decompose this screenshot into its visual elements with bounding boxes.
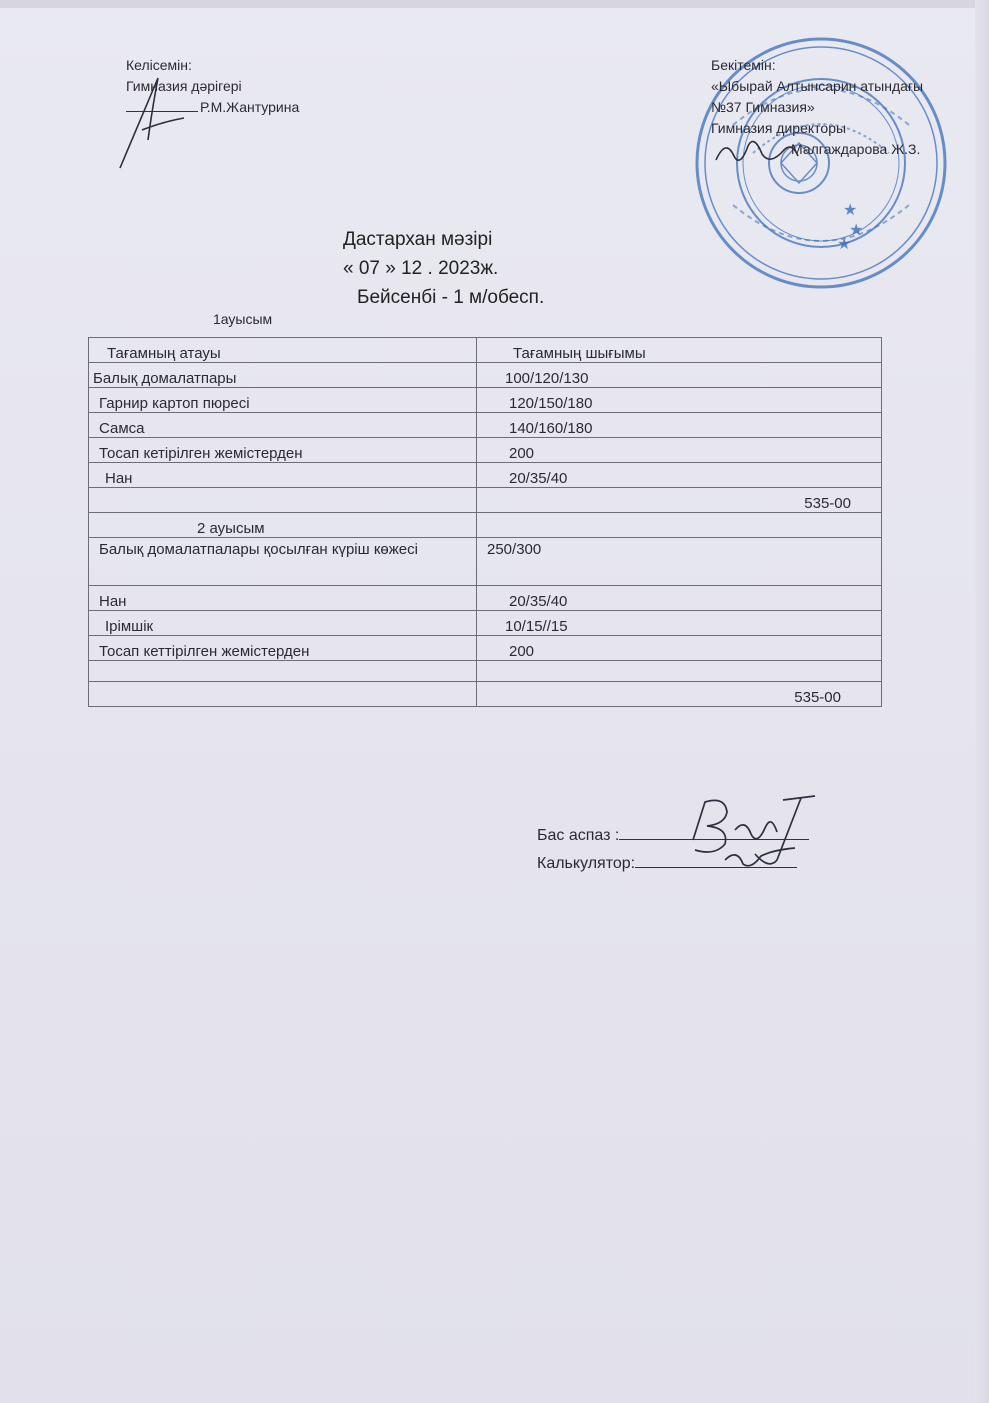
svg-text:★: ★: [849, 220, 864, 239]
table-row: [89, 636, 882, 661]
dish-name: Ірімшік: [89, 611, 477, 636]
chef-signature: [665, 790, 825, 880]
empty-cell: [477, 513, 882, 538]
dish-yield: 10/15//15: [477, 611, 882, 636]
shift2-row: [89, 513, 882, 538]
dish-yield: 20/35/40: [477, 463, 882, 488]
table-row: [89, 586, 882, 611]
header-dish-name: Тағамның атауы: [89, 338, 477, 363]
table-row: [89, 538, 882, 586]
empty-cell: [477, 661, 882, 682]
approval-right-heading: Бекітемін:: [711, 57, 776, 73]
dish-name: Гарнир картоп пюресі: [89, 388, 477, 413]
shift2-total: 535-00: [477, 682, 882, 707]
svg-text:★: ★: [843, 200, 858, 219]
table-row: [89, 388, 882, 413]
shift1-label: 1ауысым: [213, 311, 273, 327]
header-dish-yield: Тағамның шығымы: [477, 338, 882, 363]
dish-yield: 100/120/130: [477, 363, 882, 388]
dish-yield: 120/150/180: [477, 388, 882, 413]
empty-cell: [89, 682, 477, 707]
dish-name: Балық домалатпары: [89, 363, 477, 388]
table-header-row: [89, 338, 882, 363]
dish-yield: 140/160/180: [477, 413, 882, 438]
empty-cell: [89, 661, 477, 682]
table-row: [89, 438, 882, 463]
approval-left-heading: Келісемін:: [126, 57, 192, 73]
title-day: Бейсенбі - 1 м/обесп.: [357, 287, 545, 308]
table-row: [89, 463, 882, 488]
approval-right-org-line2: №37 Гимназия»: [711, 99, 815, 115]
paper-edge: [0, 0, 989, 8]
doctor-signature: [112, 70, 207, 175]
table-row: [89, 413, 882, 438]
document-title: [330, 225, 544, 312]
chef-label: Бас аспаз :: [537, 827, 620, 844]
table-row: [89, 363, 882, 388]
svg-text:★: ★: [837, 234, 852, 253]
title-menu: Дастархан мәзірі: [343, 229, 493, 250]
approval-right-name: Малгаждарова Ж.З.: [791, 141, 921, 157]
shift1-total: 535-00: [477, 488, 882, 513]
dish-name: Нан: [89, 463, 477, 488]
dish-yield: 200: [477, 438, 882, 463]
dish-yield: 20/35/40: [477, 586, 882, 611]
director-signature: [712, 132, 802, 172]
approval-left-name: Р.М.Жантурина: [200, 99, 300, 115]
dish-name: Самса: [89, 413, 477, 438]
dish-name: Нан: [89, 586, 477, 611]
shift2-label: 2 ауысым: [89, 513, 477, 538]
dish-name: Тосап кеттірілген жемістерден: [89, 636, 477, 661]
approval-left-role: Гимназия дәрігері: [126, 78, 242, 94]
dish-name: Тосап кетірілген жемістерден: [89, 438, 477, 463]
dish-yield: 200: [477, 636, 882, 661]
calculator-label: Калькулятор:: [537, 855, 636, 872]
empty-cell: [89, 488, 477, 513]
paper-edge-right: [975, 0, 989, 1403]
total-row: [89, 488, 882, 513]
dish-yield: 250/300: [477, 538, 882, 586]
table-row: [89, 611, 882, 636]
dish-name: Балық домалатпалары қосылған күріш көжесі: [89, 538, 477, 586]
table-row: [89, 661, 882, 682]
approval-right-org-line1: «Ыбырай Алтынсарин атындағы: [711, 78, 924, 94]
approval-right-role: Гимназия директоры: [711, 120, 847, 136]
title-date: « 07 » 12 . 2023ж.: [343, 258, 499, 279]
total-row: [89, 682, 882, 707]
menu-table: [88, 337, 882, 707]
